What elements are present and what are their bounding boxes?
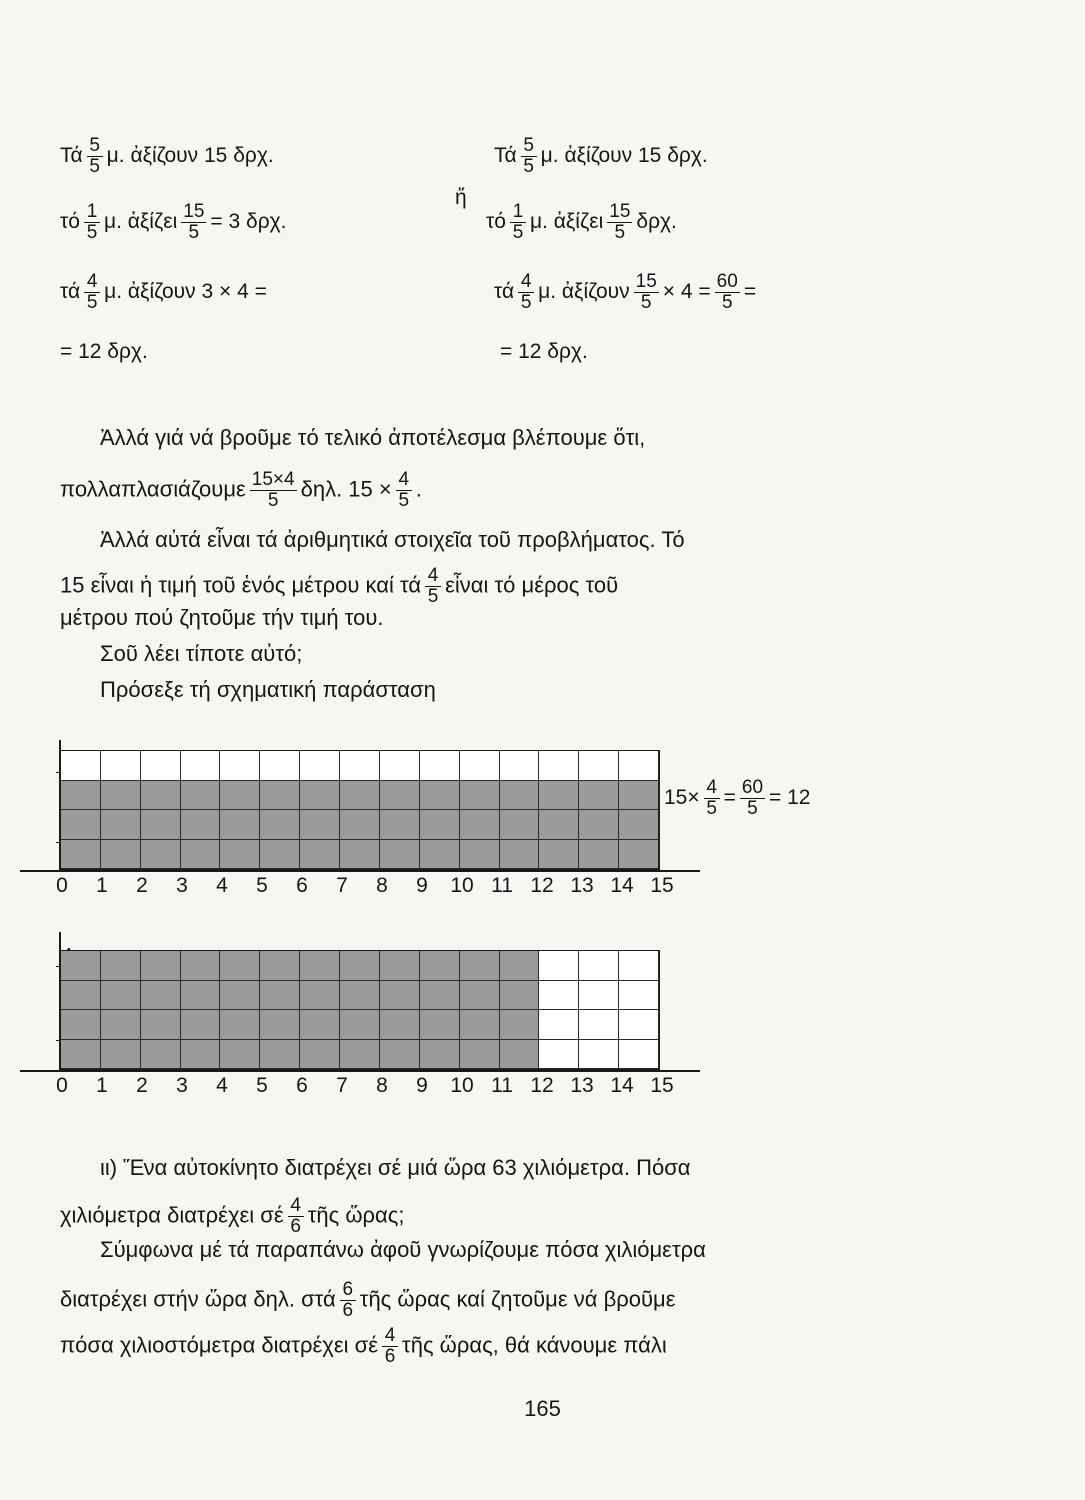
grid-cell: [181, 781, 221, 811]
grid-cell: [579, 1040, 619, 1070]
grid-cell: [420, 781, 460, 811]
tick-label: 12: [530, 874, 554, 897]
grid-cell: [101, 951, 141, 981]
grid-cell: [460, 1010, 500, 1040]
grid-cell: [500, 751, 540, 781]
grid-cell: [380, 981, 420, 1011]
grid-cell: [101, 981, 141, 1011]
question-line-4: διατρέχει στήν ὥρα δηλ. στά $\frac{6}{6}$ τῆς ὥρας καί ζητοῦμε νά βροῦμε: [60, 1279, 676, 1321]
grid-cell: [141, 810, 181, 840]
grid-cell: [500, 1040, 540, 1070]
tick-label: 3: [176, 874, 188, 897]
grid-cell: [300, 751, 340, 781]
tick-label: 4: [216, 874, 228, 897]
grid-cell: [61, 751, 101, 781]
left-line-3: τά $\frac{4}{5}$ μ. ἀξίζουν 3 × 4 =: [60, 271, 267, 313]
grid-cell: [539, 840, 579, 870]
paragraph-line-3: Ἀλλά αὐτά εἶναι τά ἀριθμητικά στοιχεῖα τοῦ προβλήματος. Τό: [100, 527, 685, 552]
grid-cell: [420, 840, 460, 870]
grid-cell: [61, 1010, 101, 1040]
tick-label: 3: [176, 1074, 188, 1097]
grid-cell: [460, 781, 500, 811]
tick-label: 0: [56, 1074, 68, 1097]
grid-cell: [380, 1010, 420, 1040]
tick-label: 7: [336, 1074, 348, 1097]
grid-cell: [220, 810, 260, 840]
left-line-1: Τά $\frac{5}{5}$ μ. ἀξίζουν 15 δρχ.: [60, 135, 274, 177]
tick-label: 4: [216, 1074, 228, 1097]
grid-cell: [460, 840, 500, 870]
grid-cell: [260, 1010, 300, 1040]
paragraph-line-2: πολλαπλασιάζουμε $\frac{15\times 4}{5}$ δηλ. 15 × $\frac{4}{5}$ .: [60, 469, 422, 511]
paragraph-line-4: 15 εἶναι ἡ τιμή τοῦ ἑνός μέτρου καί τά $\frac{4}{5}$ εἶναι τό μέρος τοῦ: [60, 565, 619, 607]
grid-cell: [500, 951, 540, 981]
grid-cell: [141, 951, 181, 981]
grid-cell: [300, 840, 340, 870]
grid-cell: [619, 981, 659, 1011]
grid-cell: [220, 781, 260, 811]
tick-label: 15: [650, 874, 674, 897]
grid-cell: [539, 781, 579, 811]
grid-cell: [101, 781, 141, 811]
tick-label: 10: [450, 1074, 474, 1097]
grid-cell: [579, 810, 619, 840]
tick-label: 5: [256, 874, 268, 897]
right-line-2: τό $\frac{1}{5}$ μ. ἀξίζει $\frac{15}{5}$ δρχ.: [486, 201, 677, 243]
tick-label: 6: [296, 874, 308, 897]
grid-cell: [340, 981, 380, 1011]
grid-cell: [619, 1040, 659, 1070]
grid-cell: [61, 1040, 101, 1070]
grid-cell: [500, 1010, 540, 1040]
tick-label: 10: [450, 874, 474, 897]
grid-cell: [500, 981, 540, 1011]
paragraph-line-1: Ἀλλά γιά νά βροῦμε τό τελικό ἀποτέλεσμα βλέπουμε ὅτι,: [100, 425, 646, 450]
grid-cell: [380, 840, 420, 870]
tick-label: 13: [570, 874, 594, 897]
grid-cell: [460, 751, 500, 781]
tick-label: 8: [376, 874, 388, 897]
grid-cell: [61, 981, 101, 1011]
grid-cell: [260, 840, 300, 870]
grid-cell: [539, 981, 579, 1011]
grid-cell: [539, 1010, 579, 1040]
paragraph-line-7: Πρόσεξε τή σχηματική παράσταση: [100, 677, 436, 702]
grid-cell: [579, 781, 619, 811]
grid-cell: [340, 1010, 380, 1040]
grid-cell: [300, 1010, 340, 1040]
grid-cell: [420, 981, 460, 1011]
grid-cell: [539, 810, 579, 840]
tick-label: 11: [491, 1074, 513, 1097]
grid-cell: [101, 810, 141, 840]
grid-cell: [141, 1010, 181, 1040]
right-line-1: Τά $\frac{5}{5}$ μ. ἀξίζουν 15 δρχ.: [494, 135, 708, 177]
tick-label: 14: [610, 1074, 634, 1097]
grid-cell: [579, 1010, 619, 1040]
grid-cell: [500, 810, 540, 840]
tick-label: 2: [136, 1074, 148, 1097]
right-result: = 12 δρχ.: [500, 340, 588, 363]
tick-label: 7: [336, 874, 348, 897]
question-line-1: ιι) Ἕνα αὐτοκίνητο διατρέχει σέ μιά ὥρα 63 χιλιόμετρα. Πόσα: [100, 1155, 691, 1180]
tick-label: 6: [296, 1074, 308, 1097]
right-line-3: τά $\frac{4}{5}$ μ. ἀξίζουν $\frac{15}{5}$ × 4 = $\frac{60}{5}$ =: [494, 271, 757, 313]
grid-cell: [181, 840, 221, 870]
grid-cell: [460, 1040, 500, 1070]
grid-cell: [619, 781, 659, 811]
paragraph-line-5: μέτρου πού ζητοῦμε τήν τιμή του.: [60, 605, 384, 630]
grid-cell: [260, 981, 300, 1011]
grid-cell: [619, 1010, 659, 1040]
grid-cell: [101, 1040, 141, 1070]
or-word: ἤ: [455, 186, 467, 209]
grid-cell: [260, 810, 300, 840]
page-number: 165: [524, 1396, 561, 1421]
grid-cell: [539, 751, 579, 781]
grid-cell: [260, 1040, 300, 1070]
grid-cell: [340, 751, 380, 781]
grid-cell: [141, 751, 181, 781]
tick-label: 1: [96, 1074, 108, 1097]
grid-cell: [181, 1040, 221, 1070]
grid-cell: [220, 981, 260, 1011]
grid-cell: [300, 951, 340, 981]
grid-cell: [181, 810, 221, 840]
grid-cell: [300, 810, 340, 840]
grid-cell: [460, 810, 500, 840]
grid-cell: [539, 1040, 579, 1070]
tick-label: 13: [570, 1074, 594, 1097]
grid-cell: [420, 751, 460, 781]
grid-cell: [101, 751, 141, 781]
grid-cell: [539, 951, 579, 981]
left-line-2: τό $\frac{1}{5}$ μ. ἀξίζει $\frac{15}{5}$ = 3 δρχ.: [60, 201, 287, 243]
grid-cell: [181, 951, 221, 981]
grid-cell: [420, 1010, 460, 1040]
tick-label: 8: [376, 1074, 388, 1097]
grid-cell: [619, 840, 659, 870]
tick-label: 9: [416, 1074, 428, 1097]
grid-cell: [380, 810, 420, 840]
grid-cell: [340, 951, 380, 981]
grid-cell: [619, 751, 659, 781]
diagram2-grid: [60, 950, 660, 1070]
grid-cell: [181, 1010, 221, 1040]
grid-cell: [61, 951, 101, 981]
question-line-5: πόσα χιλιοστόμετρα διατρέχει σέ $\frac{4}{6}$ τῆς ὥρας, θά κάνουμε πάλι: [60, 1325, 667, 1367]
grid-cell: [380, 751, 420, 781]
grid-cell: [579, 751, 619, 781]
grid-cell: [101, 1010, 141, 1040]
tick-label: 15: [650, 1074, 674, 1097]
grid-cell: [220, 1010, 260, 1040]
grid-cell: [101, 840, 141, 870]
diagram1-x-axis: [20, 870, 700, 872]
grid-cell: [260, 781, 300, 811]
grid-cell: [141, 781, 181, 811]
grid-cell: [300, 1040, 340, 1070]
grid-cell: [500, 781, 540, 811]
grid-cell: [141, 1040, 181, 1070]
grid-cell: [380, 1040, 420, 1070]
grid-cell: [420, 951, 460, 981]
grid-cell: [380, 781, 420, 811]
tick-label: 0: [56, 874, 68, 897]
tick-label: 11: [491, 874, 513, 897]
grid-cell: [460, 951, 500, 981]
grid-cell: [619, 951, 659, 981]
grid-cell: [340, 810, 380, 840]
grid-cell: [220, 751, 260, 781]
grid-cell: [579, 840, 619, 870]
diagram1-equation: 15× $\frac{4}{5}$ = $\frac{60}{5}$ = 12: [664, 777, 811, 819]
grid-cell: [61, 810, 101, 840]
grid-cell: [61, 781, 101, 811]
grid-cell: [260, 751, 300, 781]
grid-cell: [619, 810, 659, 840]
grid-cell: [220, 840, 260, 870]
grid-cell: [340, 840, 380, 870]
tick-label: 1: [96, 874, 108, 897]
grid-cell: [420, 810, 460, 840]
grid-cell: [340, 781, 380, 811]
grid-cell: [61, 840, 101, 870]
diagram1-grid: [60, 750, 660, 870]
tick-label: 9: [416, 874, 428, 897]
grid-cell: [181, 981, 221, 1011]
tick-label: 2: [136, 874, 148, 897]
grid-cell: [300, 981, 340, 1011]
question-line-2: χιλιόμετρα διατρέχει σέ $\frac{4}{6}$ τῆς ὥρας;: [60, 1195, 405, 1237]
grid-cell: [141, 981, 181, 1011]
tick-label: 12: [530, 1074, 554, 1097]
grid-cell: [181, 751, 221, 781]
question-line-3: Σύμφωνα μέ τά παραπάνω ἀφοῦ γνωρίζουμε πόσα χιλιόμετρα: [100, 1237, 706, 1262]
grid-cell: [579, 951, 619, 981]
grid-cell: [260, 951, 300, 981]
tick-label: 5: [256, 1074, 268, 1097]
grid-cell: [380, 951, 420, 981]
grid-cell: [300, 781, 340, 811]
tick-label: 14: [610, 874, 634, 897]
diagram2-x-axis: [20, 1070, 700, 1072]
grid-cell: [579, 981, 619, 1011]
grid-cell: [220, 951, 260, 981]
grid-cell: [340, 1040, 380, 1070]
grid-cell: [220, 1040, 260, 1070]
grid-cell: [460, 981, 500, 1011]
left-result: = 12 δρχ.: [60, 340, 148, 363]
paragraph-line-6: Σοῦ λέει τίποτε αὐτό;: [100, 641, 303, 666]
grid-cell: [420, 1040, 460, 1070]
grid-cell: [500, 840, 540, 870]
grid-cell: [141, 840, 181, 870]
